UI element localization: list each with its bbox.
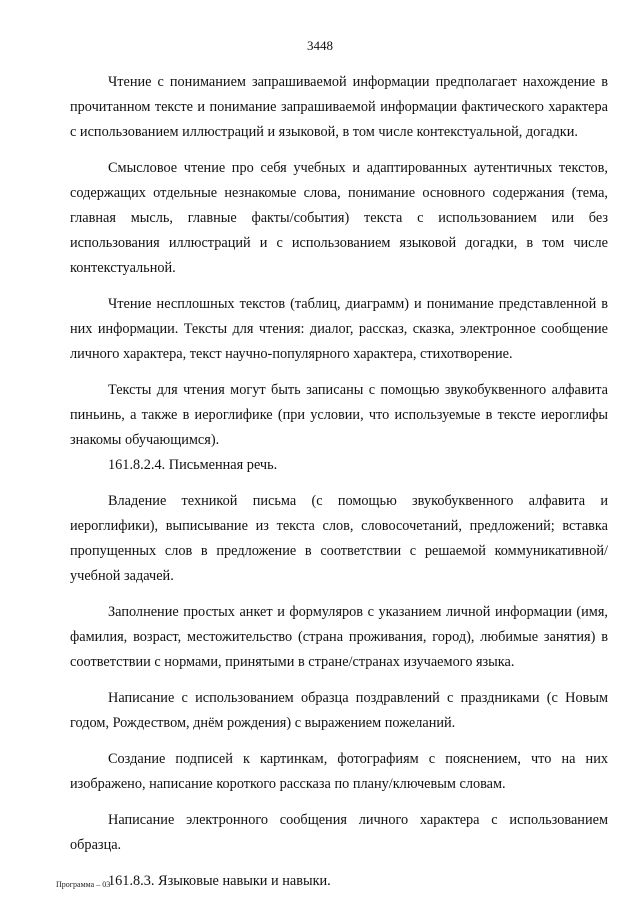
paragraph: Написание с использованием образца поздравлений с праздниками (с Новым годом, Рождеством, днём рождения) с выражением пожеланий.: [70, 690, 608, 731]
footer-label: Программа – 03: [56, 880, 111, 889]
paragraph: Смысловое чтение про себя учебных и адаптированных аутентичных текстов, содержащих отдельные незнакомые слова, понимание основного содержания (тема, главная мысль, главные факты/события) текста с использованием или без использования иллюстраций и с использованием языковой догадки, в том числе контекстуальной.: [70, 160, 608, 276]
paragraph: Чтение несплошных текстов (таблиц, диаграмм) и понимание представленной в них информации. Тексты для чтения: диалог, рассказ, сказка, электронное сообщение личного характера, текст научно-популярного характера, стихотворение.: [70, 296, 608, 362]
paragraph: Чтение с пониманием запрашиваемой информации предполагает нахождение в прочитанном тексте и понимание запрашиваемой информации фактического характера с использованием иллюстраций и языковой, в том числе контекстуальной, догадки.: [70, 74, 608, 140]
document-body: [70, 70, 608, 894]
paragraph: Тексты для чтения могут быть записаны с помощью звукобуквенного алфавита пиньинь, а также в иероглифике (при условии, что используемые в тексте иероглифы знакомы обучающимся).: [70, 382, 608, 448]
section-heading: 161.8.2.4. Письменная речь.: [108, 457, 278, 473]
page-number: 3448: [307, 38, 333, 53]
paragraph: Владение техникой письма (с помощью звукобуквенного алфавита и иероглифики), выписывание из текста слов, словосочетаний, предложений; вставка пропущенных слов в предложение в соответствии с решаемой коммуникативной/учебной задачей.: [70, 493, 608, 584]
paragraph: Создание подписей к картинкам, фотографиям с пояснением, что на них изображено, написание короткого рассказа по плану/ключевым словам.: [70, 751, 608, 792]
section-heading: 161.8.3. Языковые навыки и навыки.: [108, 873, 331, 889]
paragraph: Написание электронного сообщения личного характера с использованием образца.: [70, 812, 608, 853]
paragraph: Заполнение простых анкет и формуляров с указанием личной информации (имя, фамилия, возраст, местожительство (страна проживания, город), любимые занятия) в соответствии с нормами, принятыми в стране/странах изучаемого языка.: [70, 604, 608, 670]
